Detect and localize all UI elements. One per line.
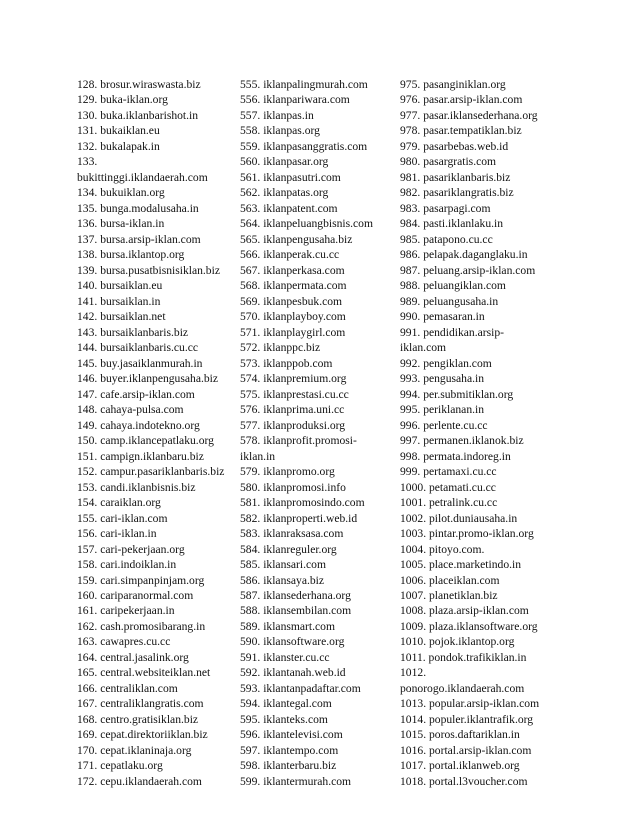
list-entry: 171. cepatlaku.org [77, 759, 163, 773]
list-entry: 559. iklanpasanggratis.com [240, 139, 368, 153]
list-entry: 590. iklansoftware.org [240, 635, 345, 649]
link-list-column-2 [240, 77, 390, 789]
list-entry: 579. iklanpromo.org [240, 465, 335, 479]
list-entry: 976. pasar.arsip-iklan.com [400, 93, 523, 107]
list-entry: 159. cari.simpanpinjam.org [77, 573, 205, 587]
list-entry: 1001. petralink.cu.cc [400, 496, 498, 510]
list-entry: 1005. place.marketindo.in [400, 558, 522, 572]
list-entry: 574. iklanpremium.org [240, 372, 347, 386]
list-entry: 140. bursaiklan.eu [77, 279, 163, 293]
list-entry: 164. central.jasalink.org [77, 650, 189, 664]
list-entry: 153. candi.iklanbisnis.biz [77, 480, 196, 494]
list-entry: 980. pasargratis.com [400, 155, 497, 169]
list-entry: 996. perlente.cu.cc [400, 418, 488, 432]
list-entry: 578. iklanprofit.promosi- iklan.in [240, 434, 357, 463]
list-entry: 137. bursa.arsip-iklan.com [77, 232, 201, 246]
list-entry: 1007. planetiklan.biz [400, 588, 498, 602]
list-entry: 1012. ponorogo.iklandaerah.com [400, 666, 525, 695]
list-entry: 162. cash.promosibarang.in [77, 619, 206, 633]
list-entry: 1017. portal.iklanweb.org [400, 759, 520, 773]
list-entry: 141. bursaiklan.in [77, 294, 161, 308]
list-entry: 1014. populer.iklantrafik.org [400, 712, 534, 726]
list-entry: 580. iklanpromosi.info [240, 480, 346, 494]
list-entry: 166. centraliklan.com [77, 681, 178, 695]
list-entry: 982. pasariklangratis.biz [400, 186, 514, 200]
list-entry: 979. pasarbebas.web.id [400, 139, 509, 153]
list-entry: 568. iklanpermata.com [240, 279, 347, 293]
list-entry: 170. cepat.iklaninaja.org [77, 743, 192, 757]
list-entry: 567. iklanperkasa.com [240, 263, 345, 277]
list-entry: 147. cafe.arsip-iklan.com [77, 387, 195, 401]
list-entry: 142. bursaiklan.net [77, 310, 166, 324]
list-entry: 145. buy.jasaiklanmurah.in [77, 356, 203, 370]
list-entry: 131. bukaiklan.eu [77, 124, 160, 138]
list-entry: 582. iklanproperti.web.id [240, 511, 358, 525]
link-list-column-1 [77, 77, 237, 789]
list-entry: 133. bukittinggi.iklandaerah.com [77, 155, 208, 184]
list-entry: 556. iklanpariwara.com [240, 93, 350, 107]
list-entry: 598. iklanterbaru.biz [240, 759, 337, 773]
list-entry: 995. periklanan.in [400, 403, 485, 417]
list-entry: 984. pasti.iklanlaku.in [400, 217, 504, 231]
list-entry: 136. bursa-iklan.in [77, 217, 165, 231]
list-entry: 1006. placeiklan.com [400, 573, 500, 587]
list-entry: 143. bursaiklanbaris.biz [77, 325, 189, 339]
list-entry: 594. iklantegal.com [240, 697, 332, 711]
list-entry: 1009. plaza.iklansoftware.org [400, 619, 538, 633]
link-list-column-3 [400, 77, 560, 789]
list-entry: 139. bursa.pusatbisnisiklan.biz [77, 263, 220, 277]
list-entry: 599. iklantermurah.com [240, 774, 352, 788]
list-entry: 993. pengusaha.in [400, 372, 485, 386]
list-entry: 135. bunga.modalusaha.in [77, 201, 199, 215]
list-entry: 997. permanen.iklanok.biz [400, 434, 524, 448]
list-entry: 988. peluangiklan.com [400, 279, 506, 293]
list-entry: 978. pasar.tempatiklan.biz [400, 124, 522, 138]
list-entry: 595. iklanteks.com [240, 712, 328, 726]
list-entry: 990. pemasaran.in [400, 310, 485, 324]
list-entry: 557. iklanpas.in [240, 108, 314, 122]
list-entry: 589. iklansmart.com [240, 619, 335, 633]
list-entry: 584. iklanreguler.org [240, 542, 337, 556]
list-entry: 593. iklantanpadaftar.com [240, 681, 361, 695]
list-entry: 155. cari-iklan.com [77, 511, 168, 525]
list-entry: 588. iklansembilan.com [240, 604, 352, 618]
list-entry: 1002. pilot.duniausaha.in [400, 511, 518, 525]
list-entry: 998. permata.indoreg.in [400, 449, 511, 463]
list-entry: 571. iklanplaygirl.com [240, 325, 346, 339]
list-entry: 597. iklantempo.com [240, 743, 339, 757]
list-entry: 172. cepu.iklandaerah.com [77, 774, 202, 788]
list-entry: 151. campign.iklanbaru.biz [77, 449, 204, 463]
list-entry: 154. caraiklan.org [77, 496, 161, 510]
list-entry: 558. iklanpas.org [240, 124, 320, 138]
list-entry: 1015. poros.daftariklan.in [400, 728, 520, 742]
list-entry: 565. iklanpengusaha.biz [240, 232, 353, 246]
list-entry: 999. pertamaxi.cu.cc [400, 465, 497, 479]
list-entry: 148. cahaya-pulsa.com [77, 403, 184, 417]
list-entry: 983. pasarpagi.com [400, 201, 491, 215]
list-entry: 994. per.submitiklan.org [400, 387, 514, 401]
list-entry: 596. iklantelevisi.com [240, 728, 343, 742]
list-entry: 576. iklanprima.uni.cc [240, 403, 345, 417]
list-entry: 586. iklansaya.biz [240, 573, 325, 587]
list-entry: 161. caripekerjaan.in [77, 604, 175, 618]
list-entry: 1003. pintar.promo-iklan.org [400, 527, 534, 541]
list-entry: 168. centro.gratisiklan.biz [77, 712, 199, 726]
list-entry: 981. pasariklanbaris.biz [400, 170, 511, 184]
list-entry: 561. iklanpasutri.com [240, 170, 341, 184]
list-entry: 577. iklanproduksi.org [240, 418, 346, 432]
list-entry: 562. iklanpatas.org [240, 186, 329, 200]
list-entry: 986. pelapak.daganglaku.in [400, 248, 528, 262]
list-entry: 591. iklanster.cu.cc [240, 650, 330, 664]
list-entry: 1008. plaza.arsip-iklan.com [400, 604, 529, 618]
list-entry: 138. bursa.iklantop.org [77, 248, 185, 262]
list-entry: 169. cepat.direktoriiklan.biz [77, 728, 208, 742]
list-entry: 572. iklanppc.biz [240, 341, 321, 355]
list-entry: 977. pasar.iklansederhana.org [400, 108, 538, 122]
list-entry: 165. central.websiteiklan.net [77, 666, 211, 680]
list-entry: 167. centraliklangratis.com [77, 697, 204, 711]
list-entry: 1018. portal.l3voucher.com [400, 774, 528, 788]
list-entry: 563. iklanpatent.com [240, 201, 338, 215]
list-entry: 129. buka-iklan.org [77, 93, 168, 107]
list-entry: 592. iklantanah.web.id [240, 666, 346, 680]
list-entry: 156. cari-iklan.in [77, 527, 157, 541]
list-entry: 585. iklansari.com [240, 558, 326, 572]
list-entry: 160. cariparanormal.com [77, 588, 194, 602]
list-entry: 1016. portal.arsip-iklan.com [400, 743, 532, 757]
list-entry: 158. cari.indoiklan.in [77, 558, 177, 572]
list-entry: 566. iklanperak.cu.cc [240, 248, 340, 262]
list-entry: 587. iklansederhana.org [240, 588, 351, 602]
list-entry: 134. bukuiklan.org [77, 186, 165, 200]
list-entry: 1010. pojok.iklantop.org [400, 635, 515, 649]
list-entry: 144. bursaiklanbaris.cu.cc [77, 341, 199, 355]
list-entry: 985. patapono.cu.cc [400, 232, 493, 246]
list-entry: 130. buka.iklanbarishot.in [77, 108, 199, 122]
list-entry: 1000. petamati.cu.cc [400, 480, 496, 494]
list-entry: 1011. pondok.trafikiklan.in [400, 650, 527, 664]
list-entry: 573. iklanppob.com [240, 356, 333, 370]
list-entry: 150. camp.iklancepatlaku.org [77, 434, 214, 448]
list-entry: 157. cari-pekerjaan.org [77, 542, 185, 556]
list-entry: 564. iklanpeluangbisnis.com [240, 217, 373, 231]
list-entry: 1004. pitoyo.com. [400, 542, 485, 556]
list-entry: 581. iklanpromosindo.com [240, 496, 365, 510]
list-entry: 146. buyer.iklanpengusaha.biz [77, 372, 219, 386]
list-entry: 1013. popular.arsip-iklan.com [400, 697, 540, 711]
list-entry: 583. iklanraksasa.com [240, 527, 344, 541]
list-entry: 570. iklanplayboy.com [240, 310, 346, 324]
list-entry: 987. peluang.arsip-iklan.com [400, 263, 536, 277]
list-entry: 163. cawapres.cu.cc [77, 635, 171, 649]
list-entry: 991. pendidikan.arsip- iklan.com [400, 325, 504, 355]
list-entry: 132. bukalapak.in [77, 139, 160, 153]
list-entry: 975. pasanginiklan.org [400, 78, 506, 91]
list-entry: 575. iklanprestasi.cu.cc [240, 387, 349, 401]
list-entry: 555. iklanpalingmurah.com [240, 78, 368, 91]
list-entry: 149. cahaya.indotekno.org [77, 418, 200, 432]
list-entry: 152. campur.pasariklanbaris.biz [77, 465, 225, 479]
list-entry: 992. pengiklan.com [400, 356, 492, 370]
list-entry: 560. iklanpasar.org [240, 155, 329, 169]
list-entry: 128. brosur.wiraswasta.biz [77, 78, 201, 91]
list-entry: 989. peluangusaha.in [400, 294, 499, 308]
list-entry: 569. iklanpesbuk.com [240, 294, 343, 308]
